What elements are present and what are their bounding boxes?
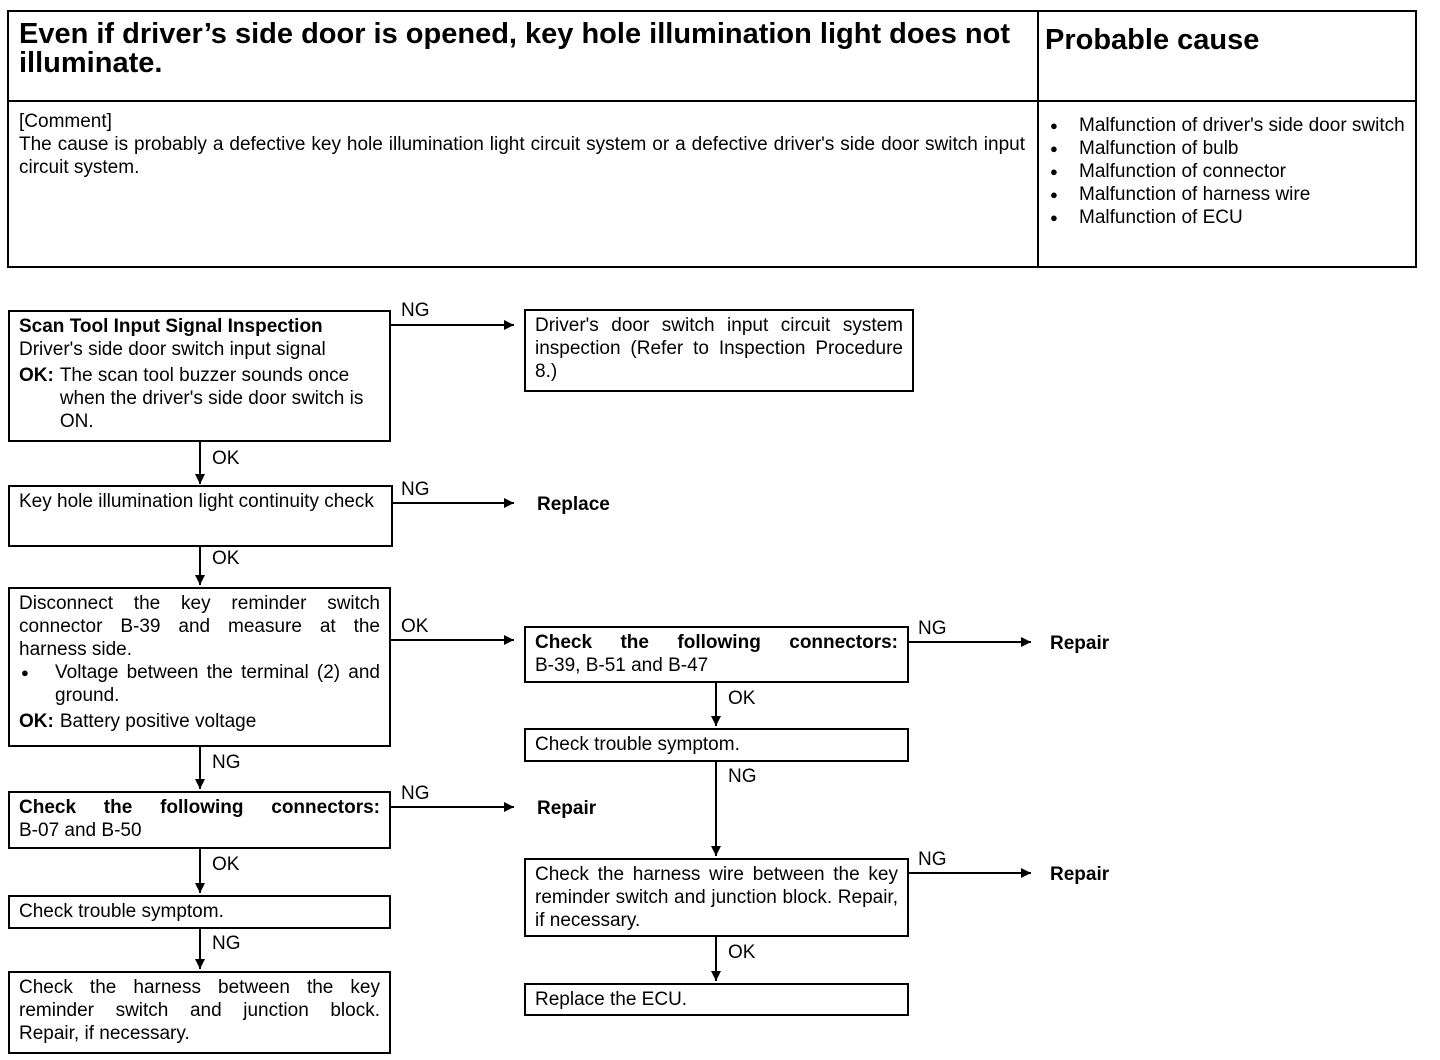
ng-label: NG — [401, 300, 430, 321]
disconnect-measure-text: Disconnect the key reminder switch connector B-39 and measure at the harness side. — [19, 593, 380, 660]
probable-cause-heading: Probable cause — [1045, 24, 1260, 56]
check-connectors-right-box — [524, 626, 909, 683]
ok-criteria — [19, 364, 380, 433]
ng-label: NG — [212, 752, 241, 773]
disconnect-measure-box — [8, 587, 391, 747]
ok-criteria-label: OK: — [19, 365, 54, 386]
comment-text: The cause is probably a defective key hole illumination light circuit system or a defective driver's side door switch input circuit system. — [19, 134, 1025, 178]
scan-tool-subtitle: Driver's side door switch input signal — [19, 339, 326, 360]
cause-item: ● Malfunction of harness wire — [1045, 183, 1407, 206]
comment-label: [Comment] — [19, 111, 112, 132]
ok-criteria-label: OK: — [19, 711, 54, 732]
ok-label: OK — [212, 854, 240, 875]
cause-item: ● Malfunction of driver's side door switch — [1045, 114, 1407, 137]
check-symptom-left-box — [8, 895, 391, 929]
ng-label: NG — [401, 479, 430, 500]
measurement-bullet — [19, 661, 380, 707]
ok-criteria — [19, 710, 380, 733]
check-harness-text: Check the harness between the key reminder switch and junction block. Repair, if necessary. — [19, 977, 380, 1044]
cause-item: ● Malfunction of bulb — [1045, 137, 1407, 160]
symptom-title: Even if driver’s side door is opened, key hole illumination light does not illuminate. — [19, 18, 1010, 79]
cause-item: ● Malfunction of ECU — [1045, 206, 1407, 229]
repair-result: Repair — [1050, 633, 1110, 654]
door-switch-inspection-box — [524, 309, 914, 392]
replace-ecu-text: Replace the ECU. — [535, 989, 688, 1010]
bullet-icon: ● — [21, 665, 29, 680]
ng-label: NG — [401, 783, 430, 804]
ng-label: NG — [728, 766, 757, 787]
check-connectors-title: Check the following connectors: — [19, 797, 380, 818]
continuity-check-box — [8, 485, 393, 547]
check-symptom-text: Check trouble symptom. — [19, 901, 224, 922]
ok-label: OK — [212, 548, 240, 569]
door-switch-inspection-text: Driver's door switch input circuit system inspection (Refer to Inspection Procedure 8.) — [535, 315, 903, 382]
scan-tool-inspection-box — [8, 310, 391, 442]
cause-item: ● Malfunction of connector — [1045, 160, 1407, 183]
connector-list: B-39, B-51 and B-47 — [535, 655, 709, 676]
ok-criteria-text: Battery positive voltage — [59, 711, 257, 732]
check-harness-text: Check the harness wire between the key reminder switch and junction block. Repair, if necessary. — [535, 864, 898, 931]
repair-result: Repair — [537, 798, 597, 819]
continuity-check-text: Key hole illumination light continuity check — [19, 491, 374, 512]
check-symptom-text: Check trouble symptom. — [535, 734, 740, 755]
measurement-bullet-text: Voltage between the terminal (2) and ground. — [55, 662, 380, 706]
replace-ecu-box — [524, 983, 909, 1016]
ng-label: NG — [212, 933, 241, 954]
ng-label: NG — [918, 618, 947, 639]
check-connectors-left-box — [8, 791, 391, 849]
check-connectors-title: Check the following connectors: — [535, 632, 898, 653]
repair-result: Repair — [1050, 864, 1110, 885]
ok-label: OK — [212, 448, 240, 469]
check-harness-right-box — [524, 858, 909, 937]
ok-label: OK — [728, 688, 756, 709]
ok-label: OK — [401, 616, 429, 637]
check-symptom-right-box — [524, 728, 909, 762]
ng-label: NG — [918, 849, 947, 870]
check-harness-left-box — [8, 971, 391, 1054]
ok-criteria-text: The scan tool buzzer sounds once when the driver's side door switch is ON. — [59, 365, 364, 432]
connector-list: B-07 and B-50 — [19, 820, 142, 841]
ok-label: OK — [728, 942, 756, 963]
scan-tool-title: Scan Tool Input Signal Inspection — [19, 316, 323, 337]
replace-result: Replace — [537, 494, 610, 515]
